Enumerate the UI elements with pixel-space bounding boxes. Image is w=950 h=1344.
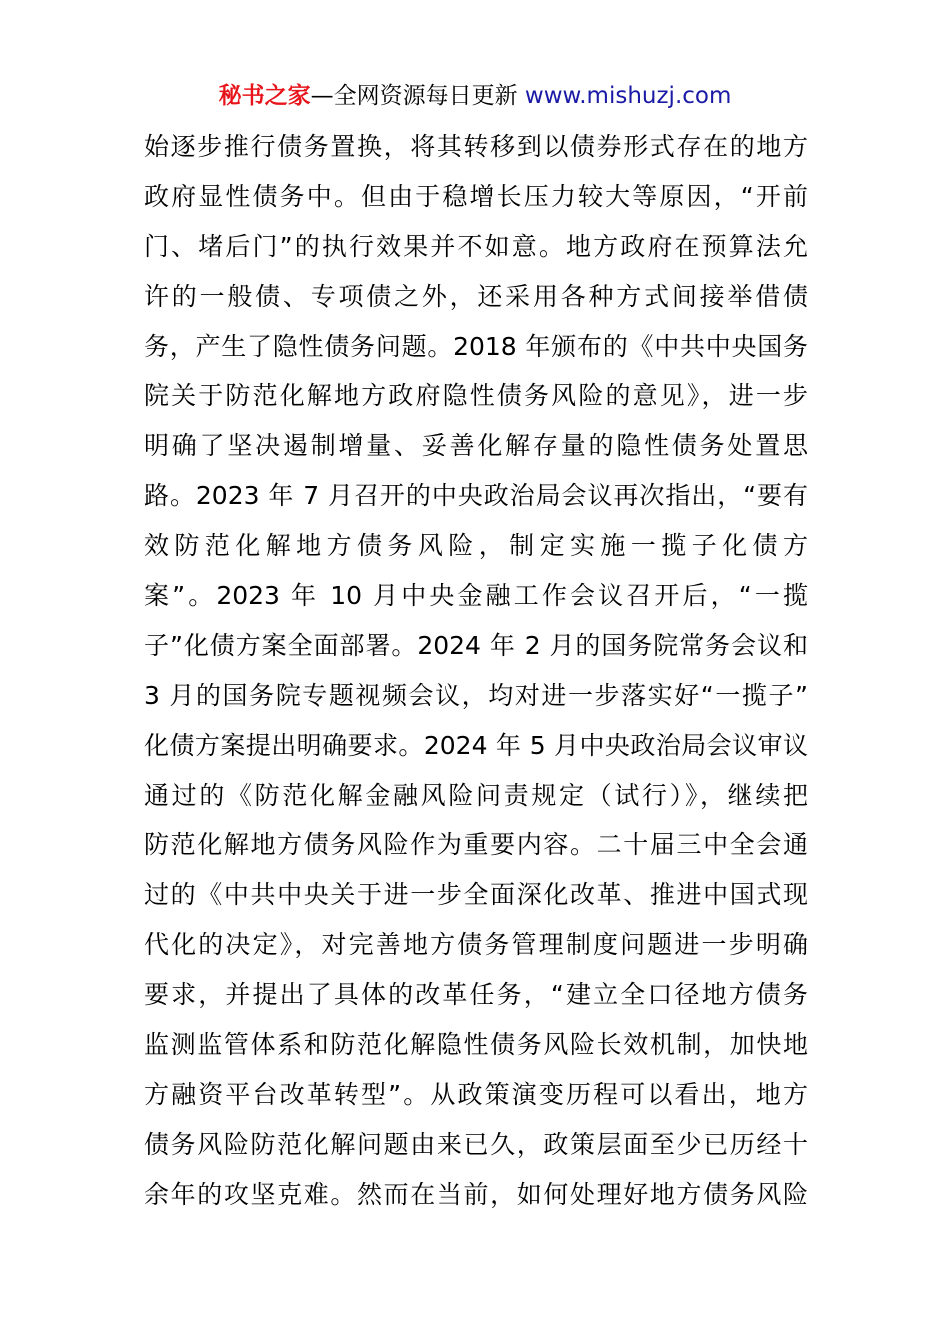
site-url-link[interactable]: www.mishuzj.com	[524, 83, 732, 109]
site-tagline: —全网资源每日更新	[310, 83, 525, 109]
text-line: 门、堵后门”的执行效果并不如意。地方政府在预算法允	[144, 231, 808, 261]
text-line: 防范化解地方债务风险作为重要内容。二十届三中全会通	[144, 830, 808, 860]
text-line: 务，产生了隐性债务问题。2018 年颁布的《中共中央国务	[144, 331, 808, 361]
text-line: 政府显性债务中。但由于稳增长压力较大等原因，“开前	[144, 181, 808, 211]
text-line: 过的《中共中央关于进一步全面深化改革、推进中国式现	[144, 880, 808, 910]
text-line: 监测监管体系和防范化解隐性债务风险长效机制，加快地	[144, 1030, 808, 1060]
text-line: 余年的攻坚克难。然而在当前，如何处理好地方债务风险	[144, 1179, 808, 1209]
text-line: 代化的决定》，对完善地方债务管理制度问题进一步明确	[144, 930, 808, 960]
text-line: 子”化债方案全面部署。2024 年 2 月的国务院常务会议和	[144, 630, 808, 660]
text-line: 许的一般债、专项债之外，还采用各种方式间接举借债	[144, 281, 808, 311]
page-header	[0, 78, 950, 114]
text-line: 债务风险防范化解问题由来已久，政策层面至少已历经十	[144, 1129, 808, 1159]
text-line: 案”。2023 年 10 月中央金融工作会议召开后，“一揽	[144, 581, 808, 611]
text-line: 要求，并提出了具体的改革任务，“建立全口径地方债务	[144, 980, 808, 1010]
text-line: 路。2023 年 7 月召开的中央政治局会议再次指出，“要有	[144, 481, 808, 511]
text-line: 院关于防范化解地方政府隐性债务风险的意见》，进一步	[144, 381, 808, 411]
document-body	[144, 122, 808, 1220]
site-brand: 秘书之家	[218, 83, 311, 109]
text-line: 化债方案提出明确要求。2024 年 5 月中央政治局会议审议	[144, 730, 808, 760]
text-line: 通过的《防范化解金融风险问责规定（试行）》，继续把	[144, 780, 808, 810]
text-line: 效防范化解地方债务风险，制定实施一揽子化债方	[144, 531, 808, 561]
text-line: 始逐步推行债务置换，将其转移到以债券形式存在的地方	[144, 132, 808, 161]
text-line: 明确了坚决遏制增量、妥善化解存量的隐性债务处置思	[144, 431, 808, 461]
text-line: 方融资平台改革转型”。从政策演变历程可以看出，地方	[144, 1079, 808, 1109]
text-line: 3 月的国务院专题视频会议，均对进一步落实好“一揽子”	[144, 680, 808, 710]
